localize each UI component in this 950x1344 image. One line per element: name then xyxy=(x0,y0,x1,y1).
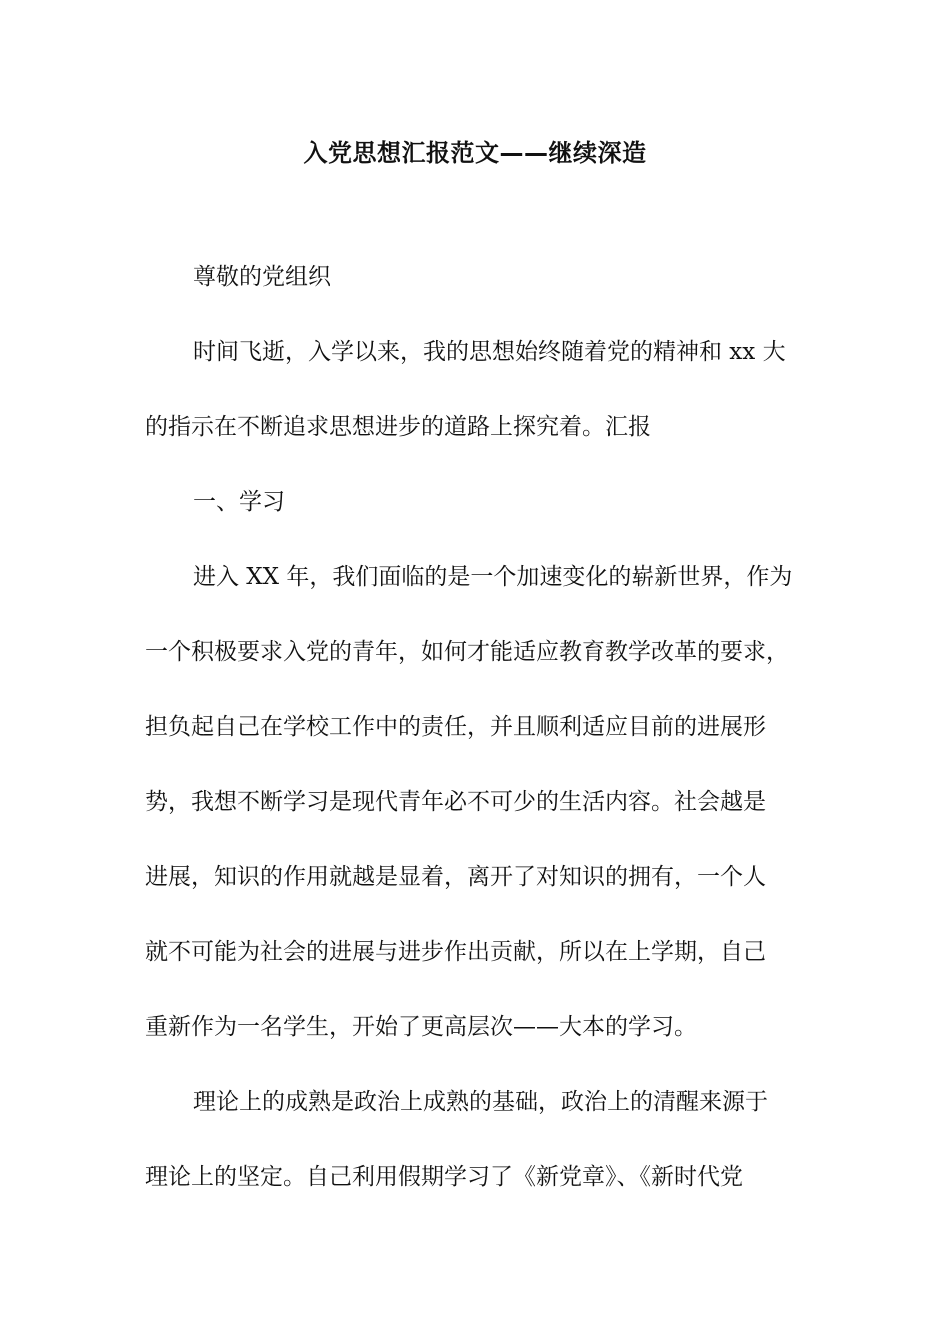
paragraph-line: 重新作为一名学生，开始了更高层次——大本的学习。 xyxy=(145,1014,697,1040)
paragraph-line: 时间飞逝，入学以来，我的思想始终随着党的精神和 xx 大 xyxy=(193,339,786,365)
paragraph-line: 进展，知识的作用就越是显着，离开了对知识的拥有，一个人 xyxy=(145,864,766,890)
paragraph-line: 担负起自己在学校工作中的责任，并且顺利适应目前的进展形 xyxy=(145,714,766,740)
paragraph-line: 的指示在不断追求思想进步的道路上探究着。汇报 xyxy=(145,414,651,440)
paragraph-line: 理论上的成熟是政治上成熟的基础，政治上的清醒来源于 xyxy=(193,1089,768,1115)
paragraph-line: 进入 XX 年，我们面临的是一个加速变化的崭新世界，作为 xyxy=(193,564,793,590)
section-heading: 一、学习 xyxy=(193,489,285,515)
paragraph-line: 理论上的坚定。自己利用假期学习了《新党章》、《新时代党 xyxy=(145,1164,743,1190)
paragraph-line: 就不可能为社会的进展与进步作出贡献，所以在上学期，自己 xyxy=(145,939,766,965)
paragraph-line: 势，我想不断学习是现代青年必不可少的生活内容。社会越是 xyxy=(145,789,766,815)
salutation: 尊敬的党组织 xyxy=(193,264,331,290)
document-title: 入党思想汇报范文——继续深造 xyxy=(303,139,647,167)
paragraph-line: 一个积极要求入党的青年，如何才能适应教育教学改革的要求， xyxy=(145,639,789,665)
